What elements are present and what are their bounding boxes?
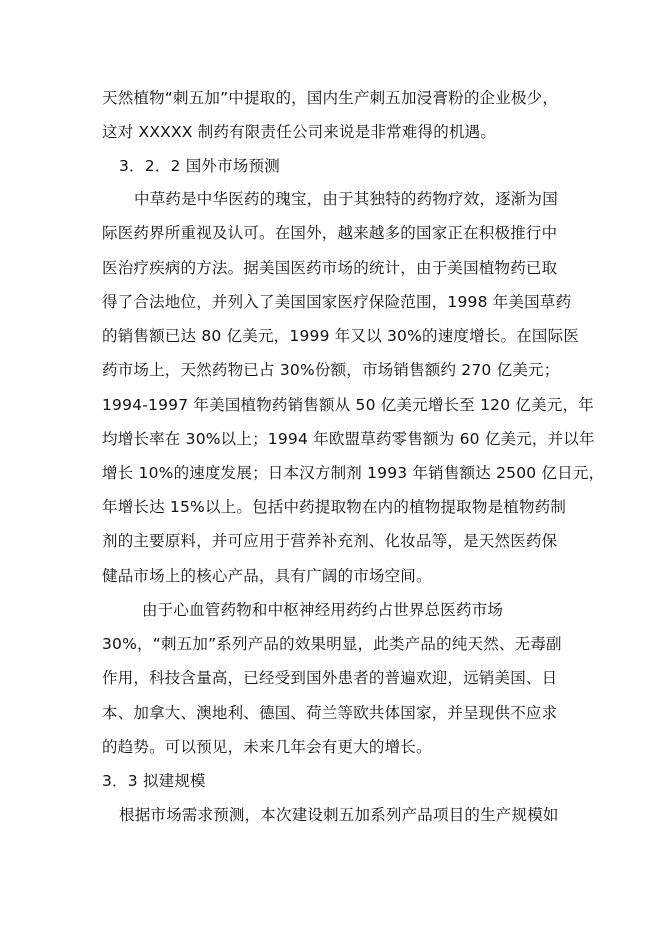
text-line: 均增长率在 30%以上；1994 年欧盟草药零售额为 60 亿美元，并以年 <box>102 430 595 448</box>
text-line: 得了合法地位，并列入了美国国家医疗保险范围，1998 年美国草药 <box>102 293 572 311</box>
text-line: 健品市场上的核心产品，具有广阔的市场空间。 <box>102 567 432 585</box>
text-line: 30%，“刺五加”系列产品的效果明显，此类产品的纯天然、无毒副 <box>102 635 562 653</box>
paragraph-start-line: 中草药是中华医药的瑰宝，由于其独特的药物疗效，逐渐为国 <box>134 190 558 208</box>
section-heading: 3．3 拟建规模 <box>102 772 206 790</box>
section-heading: 3．2．2 国外市场预测 <box>119 157 280 175</box>
text-line: 剂的主要原料，并可应用于营养补充剂、化妆品等，是天然医药保 <box>102 532 558 550</box>
text-line: 医治疗疾病的方法。据美国医药市场的统计，由于美国植物药已取 <box>102 259 558 277</box>
text-line: 天然植物“刺五加”中提取的，国内生产刺五加浸膏粉的企业极少， <box>102 89 559 107</box>
paragraph-start-line: 根据市场需求预测，本次建设刺五加系列产品项目的生产规模如 <box>119 806 559 824</box>
text-line: 作用，科技含量高，已经受到国外患者的普遍欢迎，远销美国、日 <box>102 669 558 687</box>
text-line: 1994-1997 年美国植物药销售额从 50 亿美元增长至 120 亿美元，年 <box>102 396 594 414</box>
text-line: 的趋势。可以预见，未来几年会有更大的增长。 <box>102 738 432 756</box>
text-line: 药市场上，天然药物已占 30%份额，市场销售额约 270 亿美元； <box>102 361 560 379</box>
text-line: 这对 XXXXX 制药有限责任公司来说是非常难得的机遇。 <box>102 123 497 141</box>
text-line: 的销售额已达 80 亿美元，1999 年又以 30%的速度增长。在国际医 <box>102 327 580 345</box>
text-line: 本、加拿大、澳地利、德国、荷兰等欧共体国家，并呈现供不应求 <box>102 704 558 722</box>
text-line: 际医药界所重视及认可。在国外，越来越多的国家正在积极推行中 <box>102 224 558 242</box>
text-line: 年增长达 15%以上。包括中药提取物在内的植物提取物是植物药制 <box>102 498 567 516</box>
paragraph-start-line: 由于心血管药物和中枢神经用药约占世界总医药市场 <box>142 601 504 619</box>
text-line: 增长 10%的速度发展；日本汉方制剂 1993 年销售额达 2500 亿日元， <box>102 464 605 482</box>
